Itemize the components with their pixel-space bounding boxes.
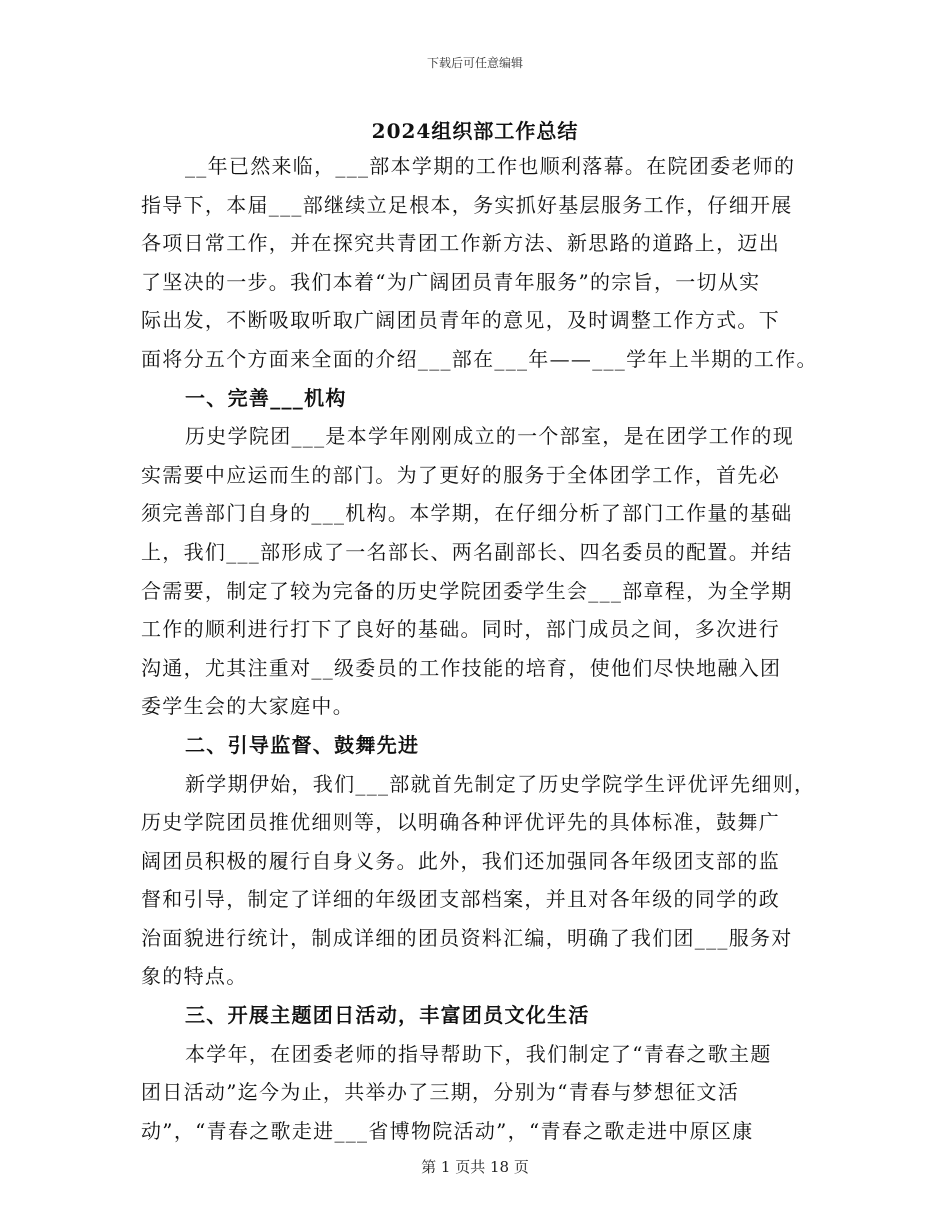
paragraph-line: 面将分五个方面来全面的介绍___部在___年——___学年上半期的工作。	[141, 346, 818, 371]
paragraph-line: 际出发，不断吸取听取广阔团员青年的意见，及时调整工作方式。下	[141, 308, 780, 333]
paragraph-line: 须完善部门自身的___机构。本学期，在仔细分析了部门工作量的基础	[141, 501, 793, 526]
paragraph-line: 委学生会的大家庭中。	[141, 694, 354, 719]
document-title: 2024组织部工作总结	[371, 119, 579, 143]
page-footer: 第 1 页共 18 页	[421, 1158, 529, 1176]
paragraph-line: 治面貌进行统计，制成详细的团员资料汇编，明确了我们团___服务对	[141, 925, 793, 950]
paragraph-line: 指导下，本届___部继续立足根本，务实抓好基层服务工作，仔细开展	[141, 192, 793, 217]
paragraph-line: 动”，“青春之歌走进___省博物院活动”，“青春之歌走进中原区康	[141, 1118, 754, 1143]
paragraph-line: __年已然来临，___部本学期的工作也顺利落幕。在院团委老师的	[185, 154, 796, 178]
paragraph-line: 团日活动”迄今为止，共举办了三期，分别为“青春与梦想征文活	[141, 1080, 740, 1105]
section-heading: 一、完善___机构	[185, 385, 347, 410]
paragraph-line: 督和引导，制定了详细的年级团支部档案，并且对各年级的同学的政	[141, 887, 780, 912]
document-body	[141, 147, 831, 1150]
paragraph-line: 合需要，制定了较为完备的历史学院团委学生会___部章程，为全学期	[141, 578, 793, 603]
paragraph-line: 阔团员积极的履行自身义务。此外，我们还加强同各年级团支部的监	[141, 848, 780, 873]
paragraph-line: 了坚决的一步。我们本着“为广阔团员青年服务”的宗旨，一切从实	[141, 269, 761, 294]
paragraph-line: 本学年，在团委老师的指导帮助下，我们制定了“青春之歌主题	[185, 1041, 772, 1066]
paragraph-line: 上，我们___部形成了一名部长、两名副部长、四名委员的配置。并结	[141, 539, 793, 564]
section-heading: 二、引导监督、鼓舞先进	[185, 732, 420, 757]
section-heading: 三、开展主题团日活动，丰富团员文化生活	[185, 1003, 590, 1028]
paragraph-line: 象的特点。	[141, 964, 248, 989]
paragraph-line: 历史学院团___是本学年刚刚成立的一个部室，是在团学工作的现	[185, 424, 794, 449]
paragraph-line: 历史学院团员推优细则等，以明确各种评优评先的具体标准，鼓舞广	[141, 810, 780, 835]
page-header: 下载后可任意编辑	[426, 56, 523, 70]
paragraph-line: 各项日常工作，并在探究共青团工作新方法、新思路的道路上，迈出	[141, 231, 780, 256]
paragraph-line: 沟通，尤其注重对__级委员的工作技能的培育，使他们尽快地融入团	[141, 655, 782, 680]
paragraph-line: 实需要中应运而生的部门。为了更好的服务于全体团学工作，首先必	[141, 462, 780, 487]
paragraph-line: 新学期伊始，我们___部就首先制定了历史学院学生评优评先细则，	[185, 771, 816, 796]
paragraph-line: 工作的顺利进行打下了良好的基础。同时，部门成员之间，多次进行	[141, 617, 780, 642]
